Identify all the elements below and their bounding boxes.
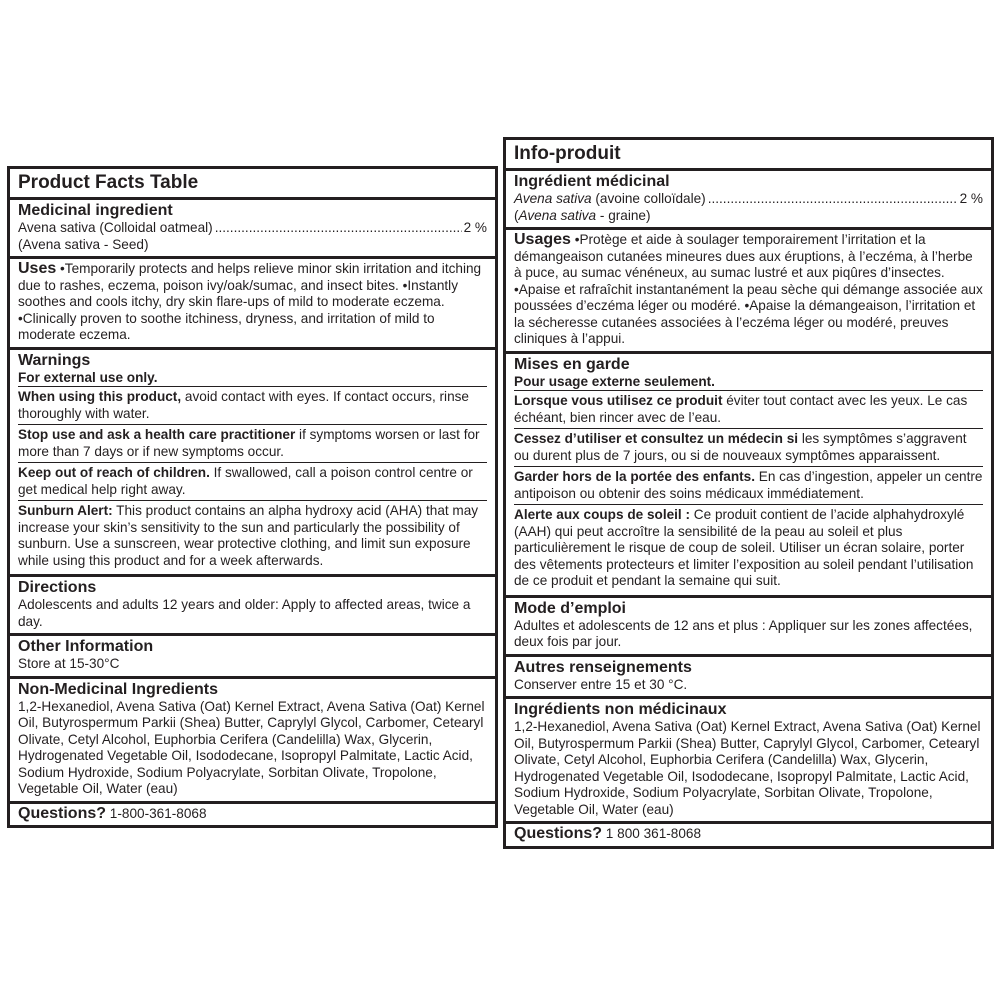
warning-text: Ce produit contient de l’acide alphahydroxylé (AAH) qui peut accroître la sensibilité de la peau au soleil et plus particulièrement le risque de coup de soleil. Utiliser un écran solaire, porter des vêtements protecteurs et limiter l’exposition au soleil pendant l’utilisation de ce produit et pendant la semaine qui suit.: [514, 507, 974, 588]
warning-lead: Garder hors de la portée des enfants.: [514, 469, 755, 484]
ingredient-latin-name: Avena sativa: [514, 191, 592, 206]
warning-item: [514, 466, 983, 504]
warning-item: [514, 428, 983, 466]
medicinal-ingredient-section: [506, 168, 991, 227]
questions-section: [506, 821, 991, 846]
section-heading: Warnings: [18, 351, 91, 369]
warning-text: If swallowed, call a poison control centre or get medical help right away.: [18, 465, 473, 497]
other-information-text: Store at 15-30°C: [18, 656, 120, 671]
warning-lead: Keep out of reach of children.: [18, 465, 210, 480]
section-heading: Mode d’emploi: [514, 599, 626, 617]
non-medicinal-section: [10, 676, 495, 801]
questions-phone: 1 800 361-8068: [605, 826, 702, 841]
uses-section: [506, 227, 991, 351]
ingredient-common-name: (avoine colloïdale): [591, 191, 706, 206]
warning-item: [18, 500, 487, 571]
warning-item: [18, 386, 487, 424]
warning-item: [18, 424, 487, 462]
panel-title: Product Facts Table: [18, 172, 199, 193]
warning-lead: Alerte aux coups de soleil :: [514, 507, 691, 522]
warnings-section: [506, 351, 991, 595]
section-heading: Directions: [18, 579, 97, 596]
section-heading: Uses: [18, 260, 57, 277]
ingredient-amount: 2 %: [959, 191, 983, 206]
warning-text: En cas d’ingestion, appeler un centre antipoison ou obtenir des soins médicaux immédiatement.: [514, 469, 983, 501]
warning-text: les symptômes s’aggravent ou durent plus de 7 jours, ou si de nouveaux symptômes apparaissent.: [514, 431, 967, 463]
section-heading: Ingrédients non médicinaux: [514, 701, 727, 718]
source-latin-name: Avena sativa: [518, 207, 597, 223]
warning-item: [514, 504, 983, 592]
directions-section: [506, 595, 991, 654]
questions-section: [10, 801, 495, 826]
medicinal-ingredient-section: [10, 197, 495, 256]
directions-text: Adolescents and adults 12 years and older: Apply to affected areas, twice a day.: [18, 597, 471, 629]
questions-label: Questions?: [18, 804, 107, 822]
ingredient-amount: 2 %: [463, 220, 487, 235]
section-heading: Usages: [514, 231, 571, 248]
product-facts-table-fr: [503, 137, 994, 849]
questions-label: Questions?: [514, 825, 603, 842]
warning-text: This product contains an alpha hydroxy acid (AHA) that may increase your skin’s sensitivity to the sun and particularly the possibility of sunburn. Use a sunscreen, wear protective clothing, and limit sun exposure while using this product and for a week afterwards.: [18, 503, 479, 568]
other-information-section: [10, 633, 495, 676]
questions-phone: 1-800-361-8068: [109, 805, 207, 821]
warning-lead: Lorsque vous utilisez ce produit: [514, 393, 723, 408]
warning-text: avoid contact with eyes. If contact occurs, rinse thoroughly with water.: [18, 389, 469, 421]
warning-text: éviter tout contact avec les yeux. Le cas échéant, bien rincer avec de l’eau.: [514, 393, 968, 425]
non-medicinal-text: 1,2-Hexanediol, Avena Sativa (Oat) Kernel Extract, Avena Sativa (Oat) Kernel Oil, Butyrospermum Parkii (Shea) Butter, Caprylyl Glycol, Carbomer, Cetearyl Olivate, Cetyl Alcohol, Euphorbia Cerifera (Candelilla) Wax, Glycerin, Hydrogenated Vegetable Oil, Isododecane, Isopropyl Palmitate, Lactic Acid, Sodium Hydroxide, Sodium Polyacrylate, Sorbitan Olivate, Tropolone, Vegetable Oil, Water (eau): [18, 698, 485, 796]
warning-lead: When using this product,: [18, 389, 182, 404]
warnings-section: [10, 347, 495, 575]
other-information-section: [506, 654, 991, 697]
dot-leader: [215, 220, 462, 237]
external-use-notice: For external use only.: [18, 369, 158, 385]
warning-item: [18, 462, 487, 500]
uses-text: •Protège et aide à soulager temporairement l’irritation et la démangeaison cutanées mineures dues aux éruptions, à l’eczéma, à l’herbe à puce, au sumac vénéneux, au sumac lustré et aux piqûres d’insectes. •Apaise et rafraîchit instantanément la peau sèche qui démange associée aux poussées d’eczéma léger ou modéré. •Apaise la démangeaison, l’irritation et la sécheresse cutanées associées à l’eczéma léger ou modéré, preuves cliniques à l’appui.: [514, 232, 983, 346]
section-heading: Autres renseignements: [514, 658, 692, 676]
ingredient-name: [514, 191, 706, 208]
directions-section: [10, 574, 495, 633]
uses-section: [10, 256, 495, 347]
section-heading: Mises en garde: [514, 355, 630, 373]
section-heading: Non-Medicinal Ingredients: [18, 680, 219, 698]
non-medicinal-text: 1,2-Hexanediol, Avena Sativa (Oat) Kernel Extract, Avena Sativa (Oat) Kernel Oil, Butyrospermum Parkii (Shea) Butter, Caprylyl Glycol, Carbomer, Cetearyl Olivate, Cetyl Alcohol, Euphorbia Cerifera (Candelilla) Wax, Glycerin, Hydrogenated Vegetable Oil, Isododecane, Isopropyl Palmitate, Lactic Acid, Sodium Hydroxide, Sodium Polyacrylate, Sorbitan Olivate, Tropolone, Vegetable Oil, Water (eau): [514, 719, 981, 817]
ingredient-source: (Avena sativa - Seed): [18, 236, 149, 252]
warning-item: [514, 390, 983, 428]
warning-lead: Cessez d’utiliser et consultez un médecin si: [514, 431, 799, 446]
warning-text: if symptoms worsen or last for more than 7 days or if new symptoms occur.: [18, 427, 480, 459]
ingredient-name: Avena sativa (Colloidal oatmeal): [18, 220, 213, 235]
panel-title: Info-produit: [514, 143, 621, 164]
non-medicinal-section: [506, 696, 991, 821]
section-heading: Medicinal ingredient: [18, 202, 173, 219]
source-part: - graine): [596, 207, 651, 223]
ingredient-source: (Avena sativa - graine): [514, 207, 651, 223]
directions-text: Adultes et adolescents de 12 ans et plus : Appliquer sur les zones affectées, deux fois par jour.: [514, 617, 973, 649]
product-facts-table-en: [7, 166, 498, 828]
section-heading: Other Information: [18, 638, 154, 655]
warning-lead: Sunburn Alert:: [18, 503, 113, 518]
section-heading: Ingrédient médicinal: [514, 173, 670, 190]
ingredient-row: [18, 220, 487, 237]
external-use-notice: Pour usage externe seulement.: [514, 373, 715, 389]
uses-text: •Temporarily protects and helps relieve minor skin irritation and itching due to rashes, eczema, poison ivy/oak/sumac, and insect bites. •Instantly soothes and cools itchy, dry skin flare-ups of mild to moderate eczema. •Clinically proven to soothe itchiness, dryness, and irritation of mild to moderate eczema.: [18, 261, 482, 342]
warning-lead: Stop use and ask a health care practitioner: [18, 427, 296, 442]
ingredient-row: [514, 191, 983, 208]
other-information-text: Conserver entre 15 et 30 °C.: [514, 676, 688, 692]
dot-leader: [708, 191, 958, 208]
